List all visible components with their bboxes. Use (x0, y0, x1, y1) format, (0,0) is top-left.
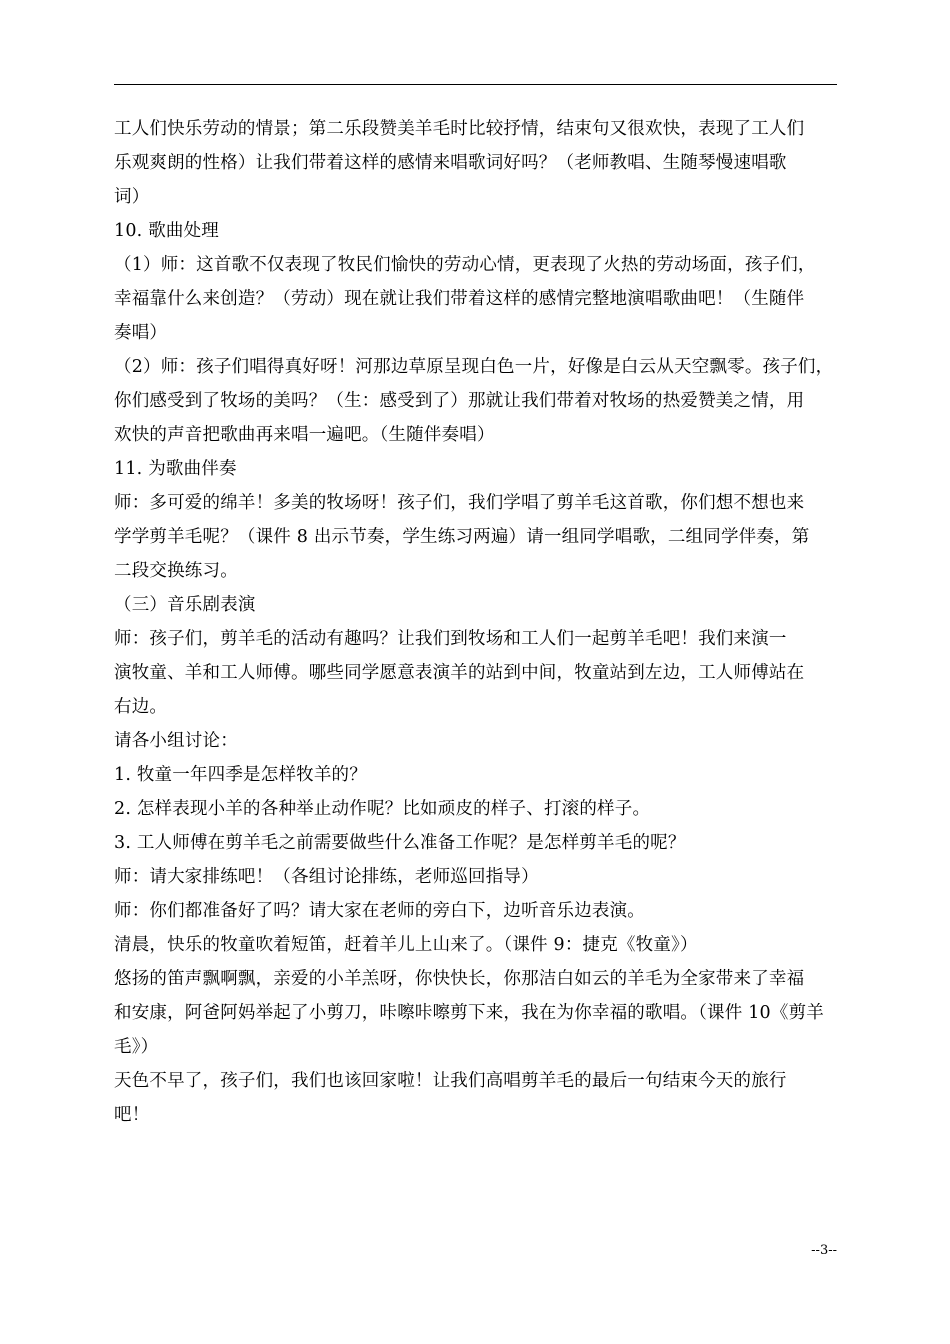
text-line: 词） (114, 187, 150, 207)
text-line: 乐观爽朗的性格）让我们带着这样的感情来唱歌词好吗？（老师教唱、生随琴慢速唱歌 (114, 153, 787, 173)
section-heading: 10. 歌曲处理 (114, 221, 219, 241)
text-line: 师：孩子们，剪羊毛的活动有趣吗？让我们到牧场和工人们一起剪羊毛吧！我们来演一 (114, 629, 787, 649)
text-line: 师：多可爱的绵羊！多美的牧场呀！孩子们，我们学唱了剪羊毛这首歌，你们想不想也来 (114, 493, 805, 513)
text-line: 请各小组讨论： (114, 731, 238, 751)
section-heading: （三）音乐剧表演 (114, 595, 256, 615)
text-line: 欢快的声音把歌曲再来唱一遍吧。（生随伴奏唱） (114, 425, 495, 445)
header-rule (114, 84, 837, 85)
text-line: （1）师：这首歌不仅表现了牧民们愉快的劳动心情，更表现了火热的劳动场面，孩子们， (114, 255, 816, 275)
text-line: 师：你们都准备好了吗？请大家在老师的旁白下，边听音乐边表演。 (114, 901, 645, 921)
text-line: 悠扬的笛声飘啊飘，亲爱的小羊羔呀，你快快长，你那洁白如云的羊毛为全家带来了幸福 (114, 969, 805, 989)
list-item: 3. 工人师傅在剪羊毛之前需要做些什么准备工作呢？是怎样剪羊毛的呢？ (114, 833, 686, 853)
list-item: 1. 牧童一年四季是怎样牧羊的？ (114, 765, 367, 785)
text-line: 你们感受到了牧场的美吗？（生：感受到了）那就让我们带着对牧场的热爱赞美之情，用 (114, 391, 805, 411)
section-heading: 11. 为歌曲伴奏 (114, 459, 237, 479)
page-number: --3-- (811, 1243, 837, 1258)
text-line: 右边。 (114, 697, 168, 717)
text-line: 清晨，快乐的牧童吹着短笛，赶着羊儿上山来了。（课件 9：捷克《牧童》） (114, 935, 698, 955)
text-line: 学学剪羊毛呢？（课件 8 出示节奏，学生练习两遍）请一组同学唱歌，二组同学伴奏，第 (114, 527, 810, 547)
text-line: 毛》） (114, 1037, 159, 1057)
text-line: 吧！ (114, 1105, 150, 1125)
text-line: 奏唱） (114, 323, 168, 343)
text-line: 和安康，阿爸阿妈举起了小剪刀，咔嚓咔嚓剪下来，我在为你幸福的歌唱。（课件 10《剪羊 (114, 1003, 824, 1023)
list-item: 2. 怎样表现小羊的各种举止动作呢？比如顽皮的样子、打滚的样子。 (114, 799, 651, 819)
text-line: 幸福靠什么来创造？（劳动）现在就让我们带着这样的感情完整地演唱歌曲吧！（生随伴 (114, 289, 805, 309)
text-line: 演牧童、羊和工人师傅。哪些同学愿意表演羊的站到中间，牧童站到左边，工人师傅站在 (114, 663, 805, 683)
text-line: （2）师：孩子们唱得真好呀！河那边草原呈现白色一片，好像是白云从天空飘零。孩子们， (114, 357, 834, 377)
text-line: 工人们快乐劳动的情景；第二乐段赞美羊毛时比较抒情，结束句又很欢快，表现了工人们 (114, 119, 805, 139)
text-line: 二段交换练习。 (114, 561, 238, 581)
document-body (114, 112, 838, 1132)
text-line: 天色不早了，孩子们，我们也该回家啦！让我们高唱剪羊毛的最后一句结束今天的旅行 (114, 1071, 787, 1091)
text-line: 师：请大家排练吧！（各组讨论排练，老师巡回指导） (114, 867, 539, 887)
